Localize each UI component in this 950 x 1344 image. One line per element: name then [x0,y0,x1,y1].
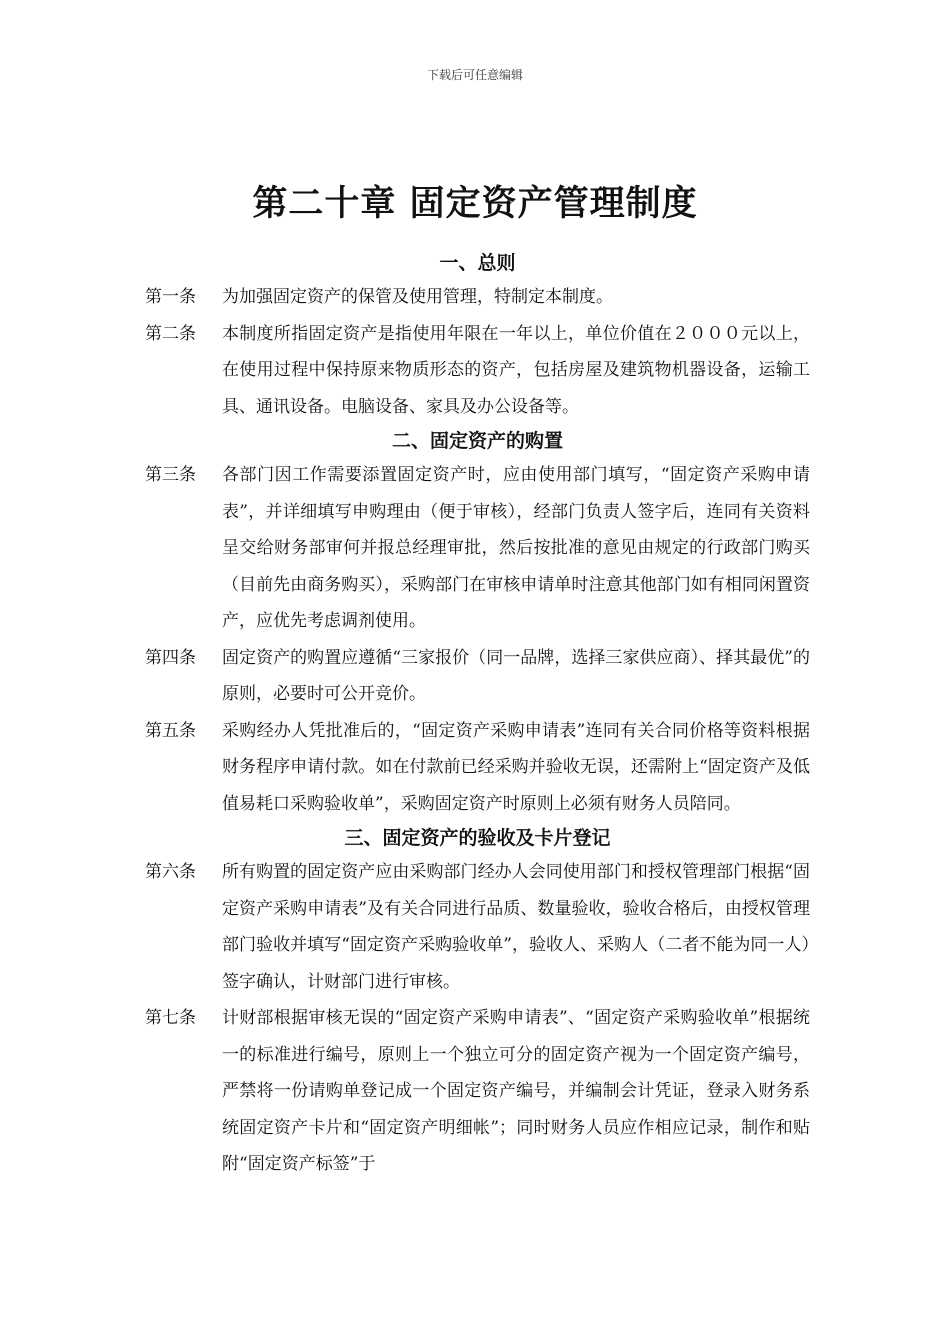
article-text: 各部门因工作需要添置固定资产时，应由使用部门填写，“固定资产采购申请表”，并详细填写申购理由（便于审核），经部门负责人签字后，连同有关资料呈交给财务部审何并报总经理审批，然后按批准的意见由规定的行政部门购买（目前先由商务购买），采购部门在审核申请单时注意其他部门如有相同闲置资产，应优先考虑调剂使用。 [222,465,810,631]
article-number: 第一条 [145,287,196,307]
page-header-note: 下载后可任意编辑 [426,68,523,82]
article-text: 采购经办人凭批准后的，“固定资产采购申请表”连同有关合同价格等资料根据财务程序申请付款。如在付款前已经采购并验收无误，还需附上“固定资产及低值易耗口采购验收单”，采购固定资产时原则上必须有财务人员陪同。 [222,720,810,814]
article-number: 第六条 [145,862,196,882]
article [145,640,810,713]
article-text: 固定资产的购置应遵循“三家报价（同一品牌，选择三家供应商）、择其最优”的原则，必要时可公开竞价。 [222,647,810,704]
section-general [145,247,810,425]
section-acceptance [145,822,810,1183]
article [145,279,810,316]
document-body [145,247,810,1183]
section-heading: 三、固定资产的验收及卡片登记 [344,827,611,849]
section-heading: 二、固定资产的购置 [391,430,563,452]
article [145,457,810,640]
article-number: 第五条 [145,720,196,741]
section-purchase [145,425,810,822]
article-text: 计财部根据审核无误的“固定资产采购申请表”、“固定资产采购验收单”根据统一的标准进行编号，原则上一个独立可分的固定资产视为一个固定资产编号，严禁将一份请购单登记成一个固定资产编号，并编制会计凭证，登录入财务系统固定资产卡片和“固定资产明细帐”；同时财务人员应作相应记录，制作和贴附“固定资产标签”于 [222,1008,810,1174]
document-title: 第二十章 固定资产管理制度 [252,184,698,224]
article-text: 所有购置的固定资产应由采购部门经办人会同使用部门和授权管理部门根据“固定资产采购申请表”及有关合同进行品质、数量验收，验收合格后，由授权管理部门验收并填写“固定资产采购验收单”，验收人、采购人（二者不能为同一人）签字确认，计财部门进行审核。 [222,862,810,992]
article [145,713,810,823]
article-text: 本制度所指固定资产是指使用年限在一年以上，单位价值在２０００元以上，在使用过程中保持原来物质形态的资产，包括房屋及建筑物机器设备，运输工具、通讯设备。电脑设备、家具及办公设备等。 [222,323,810,417]
article [145,1000,810,1183]
article [145,854,810,1000]
article-number: 第三条 [145,465,196,485]
article [145,316,810,426]
article-number: 第四条 [145,647,196,668]
article-number: 第七条 [145,1008,196,1028]
section-heading: 一、总则 [439,252,516,274]
article-number: 第二条 [145,323,196,344]
article-text: 为加强固定资产的保管及使用管理，特制定本制度。 [222,287,613,307]
